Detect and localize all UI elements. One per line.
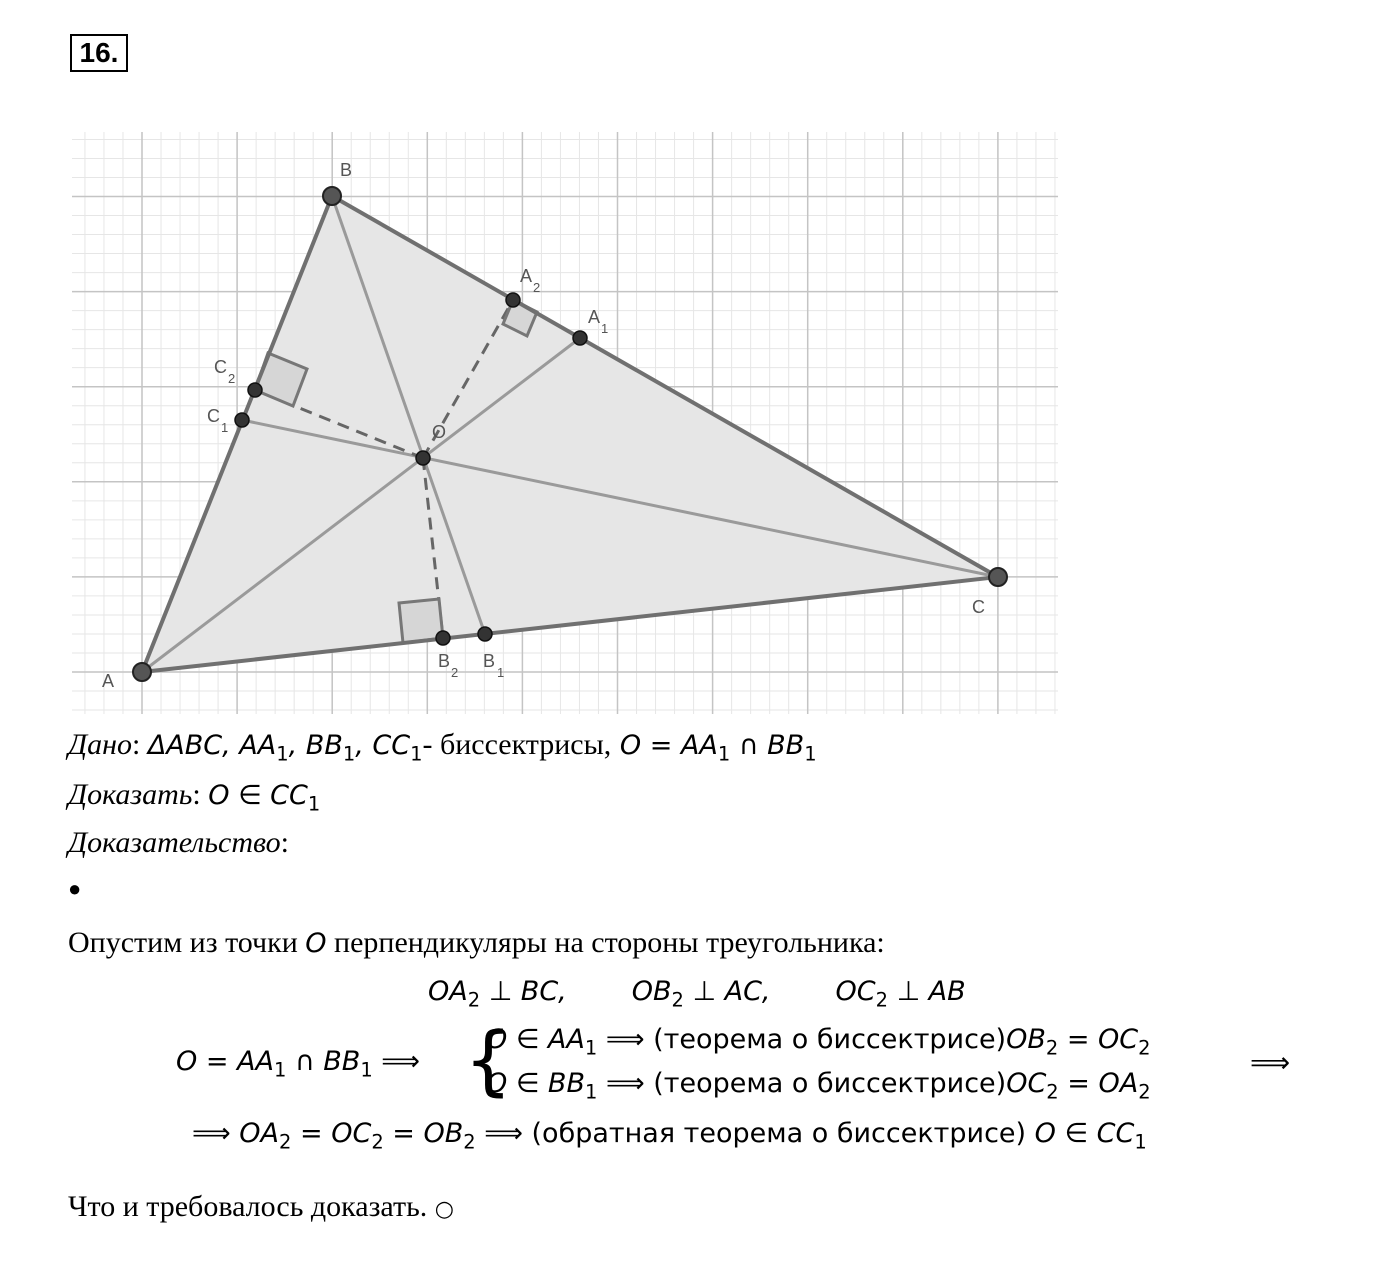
label-b1: B: [483, 651, 496, 671]
given-colon: :: [131, 728, 141, 761]
perp-oa2-text: $OA_2$ ⊥ BC,: [428, 976, 567, 1012]
vertex-b: [323, 187, 341, 205]
point-b2: [436, 631, 450, 645]
perp-oc2-text: $OC_2$ ⊥ AB: [835, 976, 966, 1012]
point-c2: [248, 383, 262, 397]
prove-colon: :: [192, 778, 209, 811]
proof-label-line: [68, 826, 289, 860]
label-o: O: [432, 422, 447, 442]
triangle-fill: [142, 196, 998, 672]
system-row-1: O ∈ $AA_1$ ⟹ (теорема о $биссектрисе)OB_2 = OC_2$: [486, 1024, 1151, 1060]
label-a: A: [102, 671, 115, 691]
system-brace: {: [464, 1015, 513, 1104]
point-a2: [506, 293, 520, 307]
given-line: [68, 728, 817, 765]
system-row-2: O ∈ $BB_1$ ⟹ (теорема о $биссектрисе)OC_2 = OA_2$: [486, 1068, 1151, 1104]
point-b1: [478, 627, 492, 641]
label-a2: A: [520, 266, 533, 286]
label-c2: C: [214, 357, 227, 377]
conclusion-text: Что и требовалось доказать.: [68, 1190, 428, 1223]
point-o: [416, 451, 430, 465]
label-a2-sub: 2: [533, 280, 541, 295]
label-b1-sub: 1: [497, 665, 505, 680]
given-bisector-text: - биссектрисы,: [422, 728, 612, 761]
prove-line: [68, 778, 320, 815]
vertex-a: [133, 663, 151, 681]
perp-ob2-text: $OB_2$ ⊥ AC,: [631, 976, 771, 1012]
given-label: Дано: [68, 728, 132, 761]
label-a1-sub: 1: [601, 321, 609, 336]
final-line: ⟹ $OA_2 = OC_2 = OB_2$ ⟹ (обратная теорема о биссектрисе) O ∈ $CC_1$: [192, 1118, 1147, 1154]
label-b: B: [340, 160, 353, 180]
system-arrow: ⟹: [1250, 1046, 1291, 1079]
label-c1-sub: 1: [221, 420, 229, 435]
perpendiculars-line: [428, 976, 966, 1011]
given-triangle: ΔABC, $AA_1$, $BB_1$, $CC_1$: [147, 730, 423, 766]
prove-label: Доказать: [68, 778, 193, 811]
bullet: ●: [68, 876, 82, 901]
proof-label: Доказательство: [68, 826, 281, 859]
system-left: $O = AA_1$ ∩ $BB_1$ ⟹: [176, 1046, 421, 1082]
label-b2-sub: 2: [451, 665, 459, 680]
label-b2: B: [438, 651, 451, 671]
label-c1: C: [207, 406, 220, 426]
given-o-intersection: $O = AA_1$ ∩ $BB_1$: [611, 730, 817, 766]
conclusion: [68, 1190, 454, 1224]
label-a1: A: [588, 307, 601, 327]
point-c1: [235, 413, 249, 427]
point-a1: [573, 331, 587, 345]
proof-intro: Опустим из точки O перпендикуляры на стороны треугольника:: [68, 926, 885, 959]
proof-colon: :: [280, 826, 289, 859]
prove-expr: O ∈ $CC_1$: [208, 780, 321, 816]
end-mark: ○: [434, 1197, 454, 1222]
intro-point-o: O: [305, 928, 327, 959]
label-c: C: [972, 597, 985, 617]
label-c2-sub: 2: [228, 371, 236, 386]
problem-number: 16.: [70, 34, 128, 72]
vertex-c: [989, 568, 1007, 586]
